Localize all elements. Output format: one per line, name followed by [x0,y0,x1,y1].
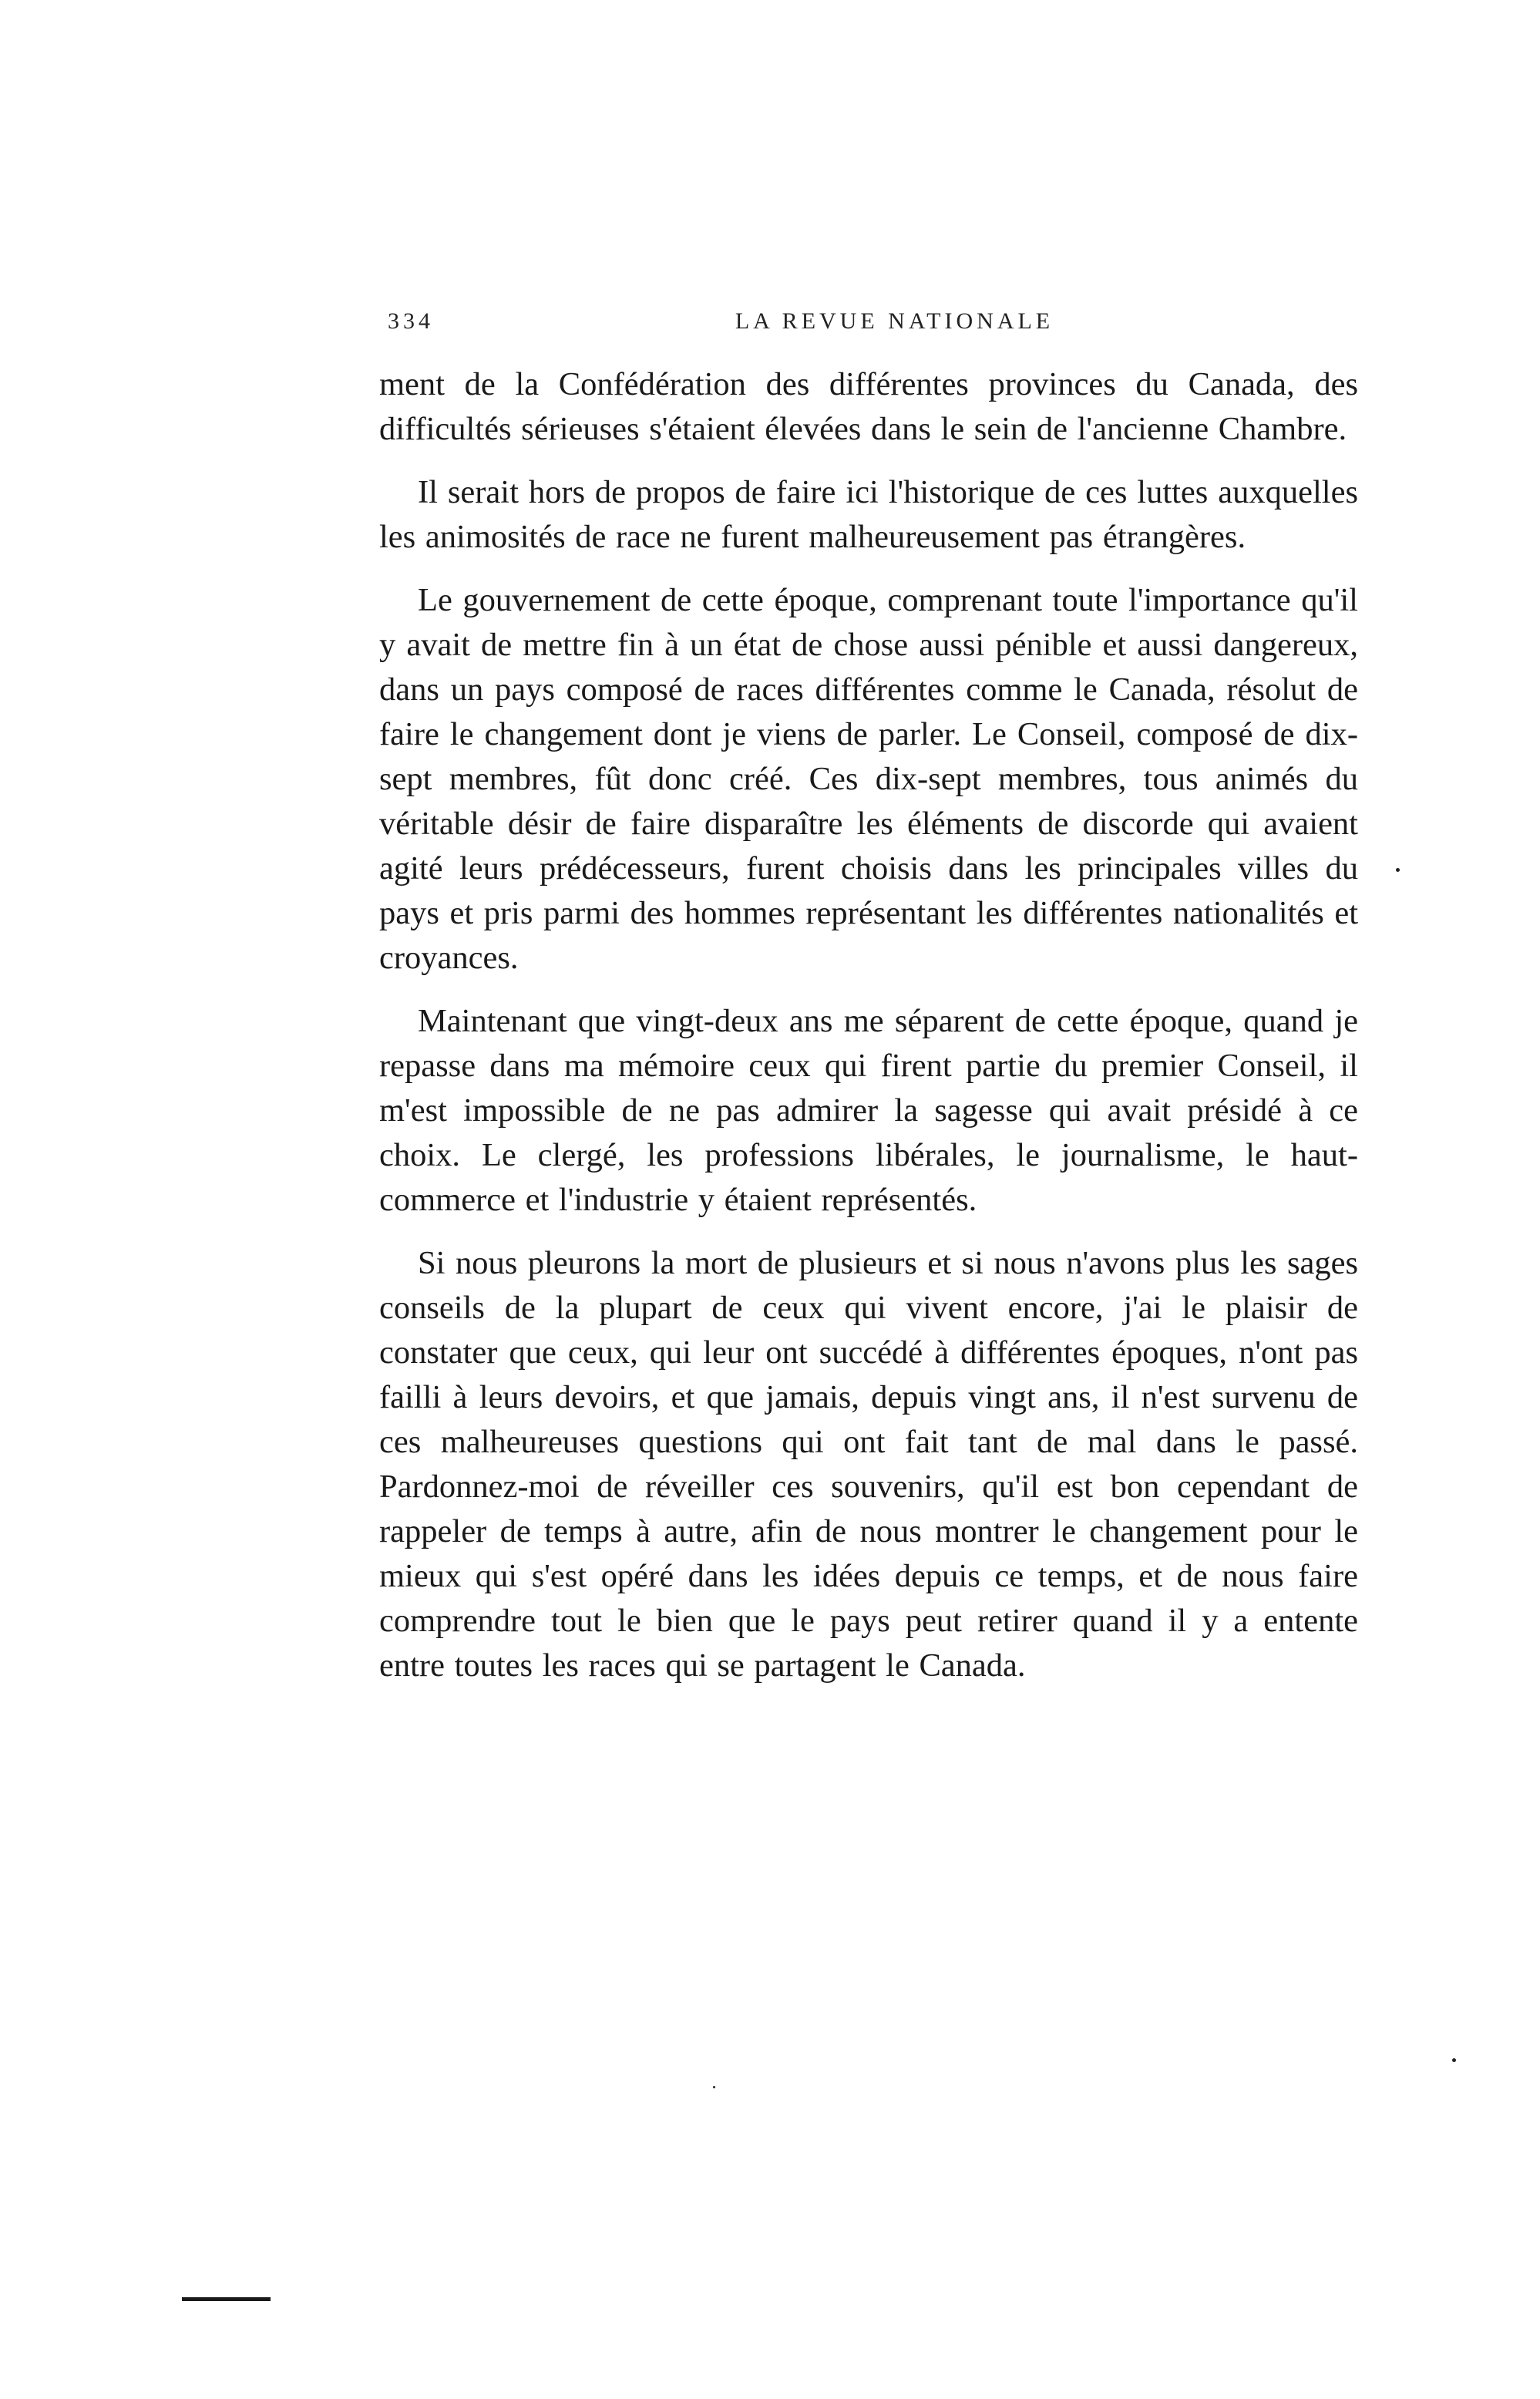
journal-title: LA REVUE NATIONALE [735,308,1054,334]
scan-edge-mark [182,2297,271,2301]
body-text [379,362,1358,1688]
ink-speck [1452,2058,1456,2062]
paragraph: Le gouvernement de cette époque, comprenant toute l'importance qu'il y avait de mettre fin à un état de chose aussi pénible et aussi dangereux, dans un pays composé de races différentes comme le Canada, résolut de faire le changement dont je viens de parler. Le Conseil, composé de dix-sept membres, fût donc créé. Ces dix-sept membres, tous animés du véritable désir de faire disparaître les éléments de discorde qui avaient agité leurs prédécesseurs, furent choisis dans les principales villes du pays et pris parmi des hommes représentant les différentes nationalités et croyances. [379,582,1358,976]
ink-speck [1396,868,1400,872]
paragraph: Il serait hors de propos de faire ici l'historique de ces luttes auxquelles les animosités de race ne furent malheureusement pas étrangères. [379,474,1358,555]
paragraph: Maintenant que vingt-deux ans me séparent de cette époque, quand je repasse dans ma mémoire ceux qui firent partie du premier Conseil, il m'est impossible de ne pas admirer la sagesse qui avait présidé à ce choix. Le clergé, les professions libérales, le journalisme, le haut-commerce et l'industrie y étaient représentés. [379,1003,1358,1218]
page-number: 334 [388,308,434,334]
ink-speck [713,2086,715,2088]
paragraph: Si nous pleurons la mort de plusieurs et si nous n'avons plus les sages conseils de la plupart de ceux qui vivent encore, j'ai le plaisir de constater que ceux, qui leur ont succédé à différentes époques, n'ont pas failli à leurs devoirs, et que jamais, depuis vingt ans, il n'est survenu de ces malheureuses questions qui ont fait tant de mal dans le passé. Pardonnez-moi de réveiller ces souvenirs, qu'il est bon cependant de rappeler de temps à autre, afin de nous montrer le changement pour le mieux qui s'est opéré dans les idées depuis ce temps, et de nous faire comprendre tout le bien que le pays peut retirer quand il y a entente entre toutes les races qui se partagent le Canada. [379,1245,1358,1684]
paragraph-continuation: ment de la Confédération des différentes provinces du Canada, des difficultés sérieuses s'étaient élevées dans le sein de l'ancienne Chambre. [379,366,1358,447]
running-head [388,308,1355,347]
